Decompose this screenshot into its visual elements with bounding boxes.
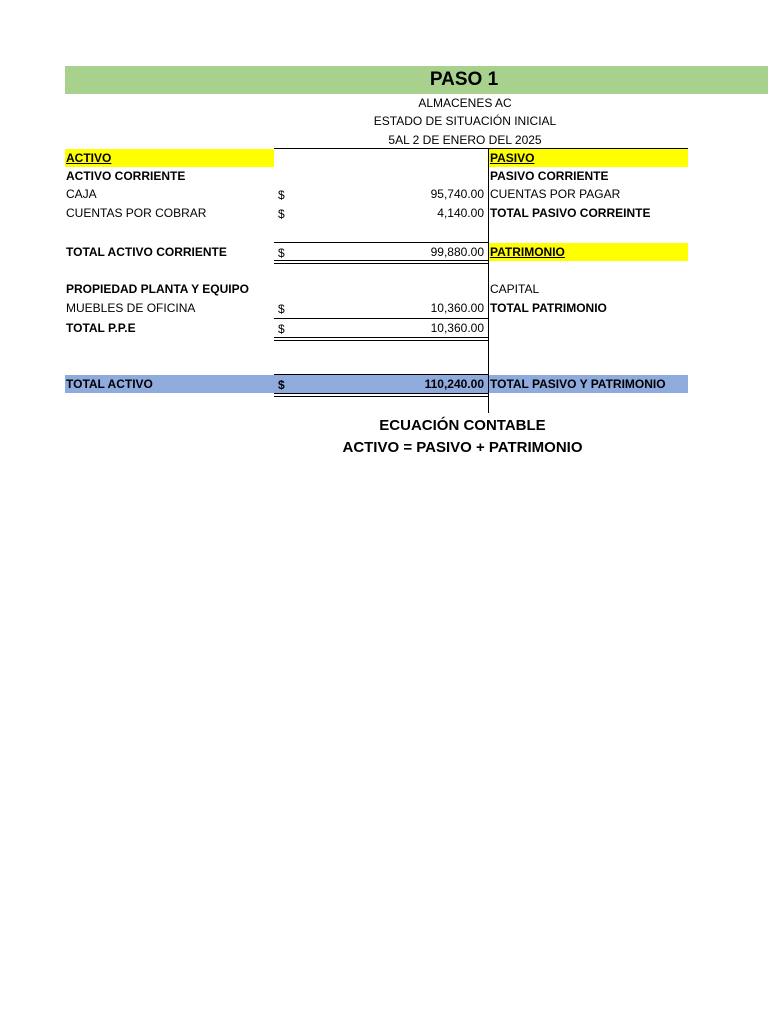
total-current-double-rule xyxy=(274,260,488,264)
total-ppe-currency: $ xyxy=(278,322,285,336)
muebles-amount: 10,360.00 xyxy=(430,301,484,315)
statement-date: 5AL 2 DE ENERO DEL 2025 xyxy=(388,133,542,147)
cxc-amount: 4,140.00 xyxy=(437,206,484,220)
total-activo-amount: 110,240.00 xyxy=(424,377,484,391)
total-activo-corriente-label: TOTAL ACTIVO CORRIENTE xyxy=(66,245,227,259)
caja-currency: $ xyxy=(278,188,285,202)
column-separator xyxy=(488,149,489,413)
company-name: ALMACENES AC xyxy=(418,96,512,110)
equation-title: ECUACIÓN CONTABLE xyxy=(379,417,546,434)
cxc-label: CUENTAS POR COBRAR xyxy=(66,206,207,220)
total-activo-corriente-amount: 99,880.00 xyxy=(430,245,484,259)
total-activo-currency: $ xyxy=(278,378,285,392)
total-activo-label: TOTAL ACTIVO xyxy=(66,377,153,391)
muebles-label: MUEBLES DE OFICINA xyxy=(66,301,196,315)
capital-label: CAPITAL xyxy=(490,282,540,296)
total-activo-corriente-currency: $ xyxy=(278,246,285,260)
activo-heading: ACTIVO xyxy=(66,151,112,165)
activo-corriente-heading: ACTIVO CORRIENTE xyxy=(66,169,186,183)
muebles-currency: $ xyxy=(278,302,285,316)
total-ppe-double-rule xyxy=(274,337,488,341)
caja-amount: 95,740.00 xyxy=(430,187,484,201)
total-patrimonio-label: TOTAL PATRIMONIO xyxy=(490,301,607,315)
total-ppe-amount: 10,360.00 xyxy=(430,321,484,335)
ppe-heading: PROPIEDAD PLANTA Y EQUIPO xyxy=(66,282,249,296)
cxc-currency: $ xyxy=(278,207,285,221)
page-title: PASO 1 xyxy=(429,69,499,90)
total-pasivo-patrimonio-label: TOTAL PASIVO Y PATRIMONIO xyxy=(490,377,666,391)
statement-name: ESTADO DE SITUACIÓN INICIAL xyxy=(373,114,557,128)
pasivo-corriente-heading: PASIVO CORRIENTE xyxy=(490,169,609,183)
total-pasivo-corriente-label: TOTAL PASIVO CORREINTE xyxy=(490,206,651,220)
total-activo-double-rule xyxy=(274,393,488,397)
total-ppe-label: TOTAL P.P.E xyxy=(66,321,136,335)
caja-label: CAJA xyxy=(66,187,97,201)
cuentas-por-pagar-label: CUENTAS POR PAGAR xyxy=(490,187,621,201)
pasivo-heading: PASIVO xyxy=(490,151,535,165)
patrimonio-heading: PATRIMONIO xyxy=(490,245,565,259)
equation-formula: ACTIVO = PASIVO + PATRIMONIO xyxy=(342,439,583,456)
